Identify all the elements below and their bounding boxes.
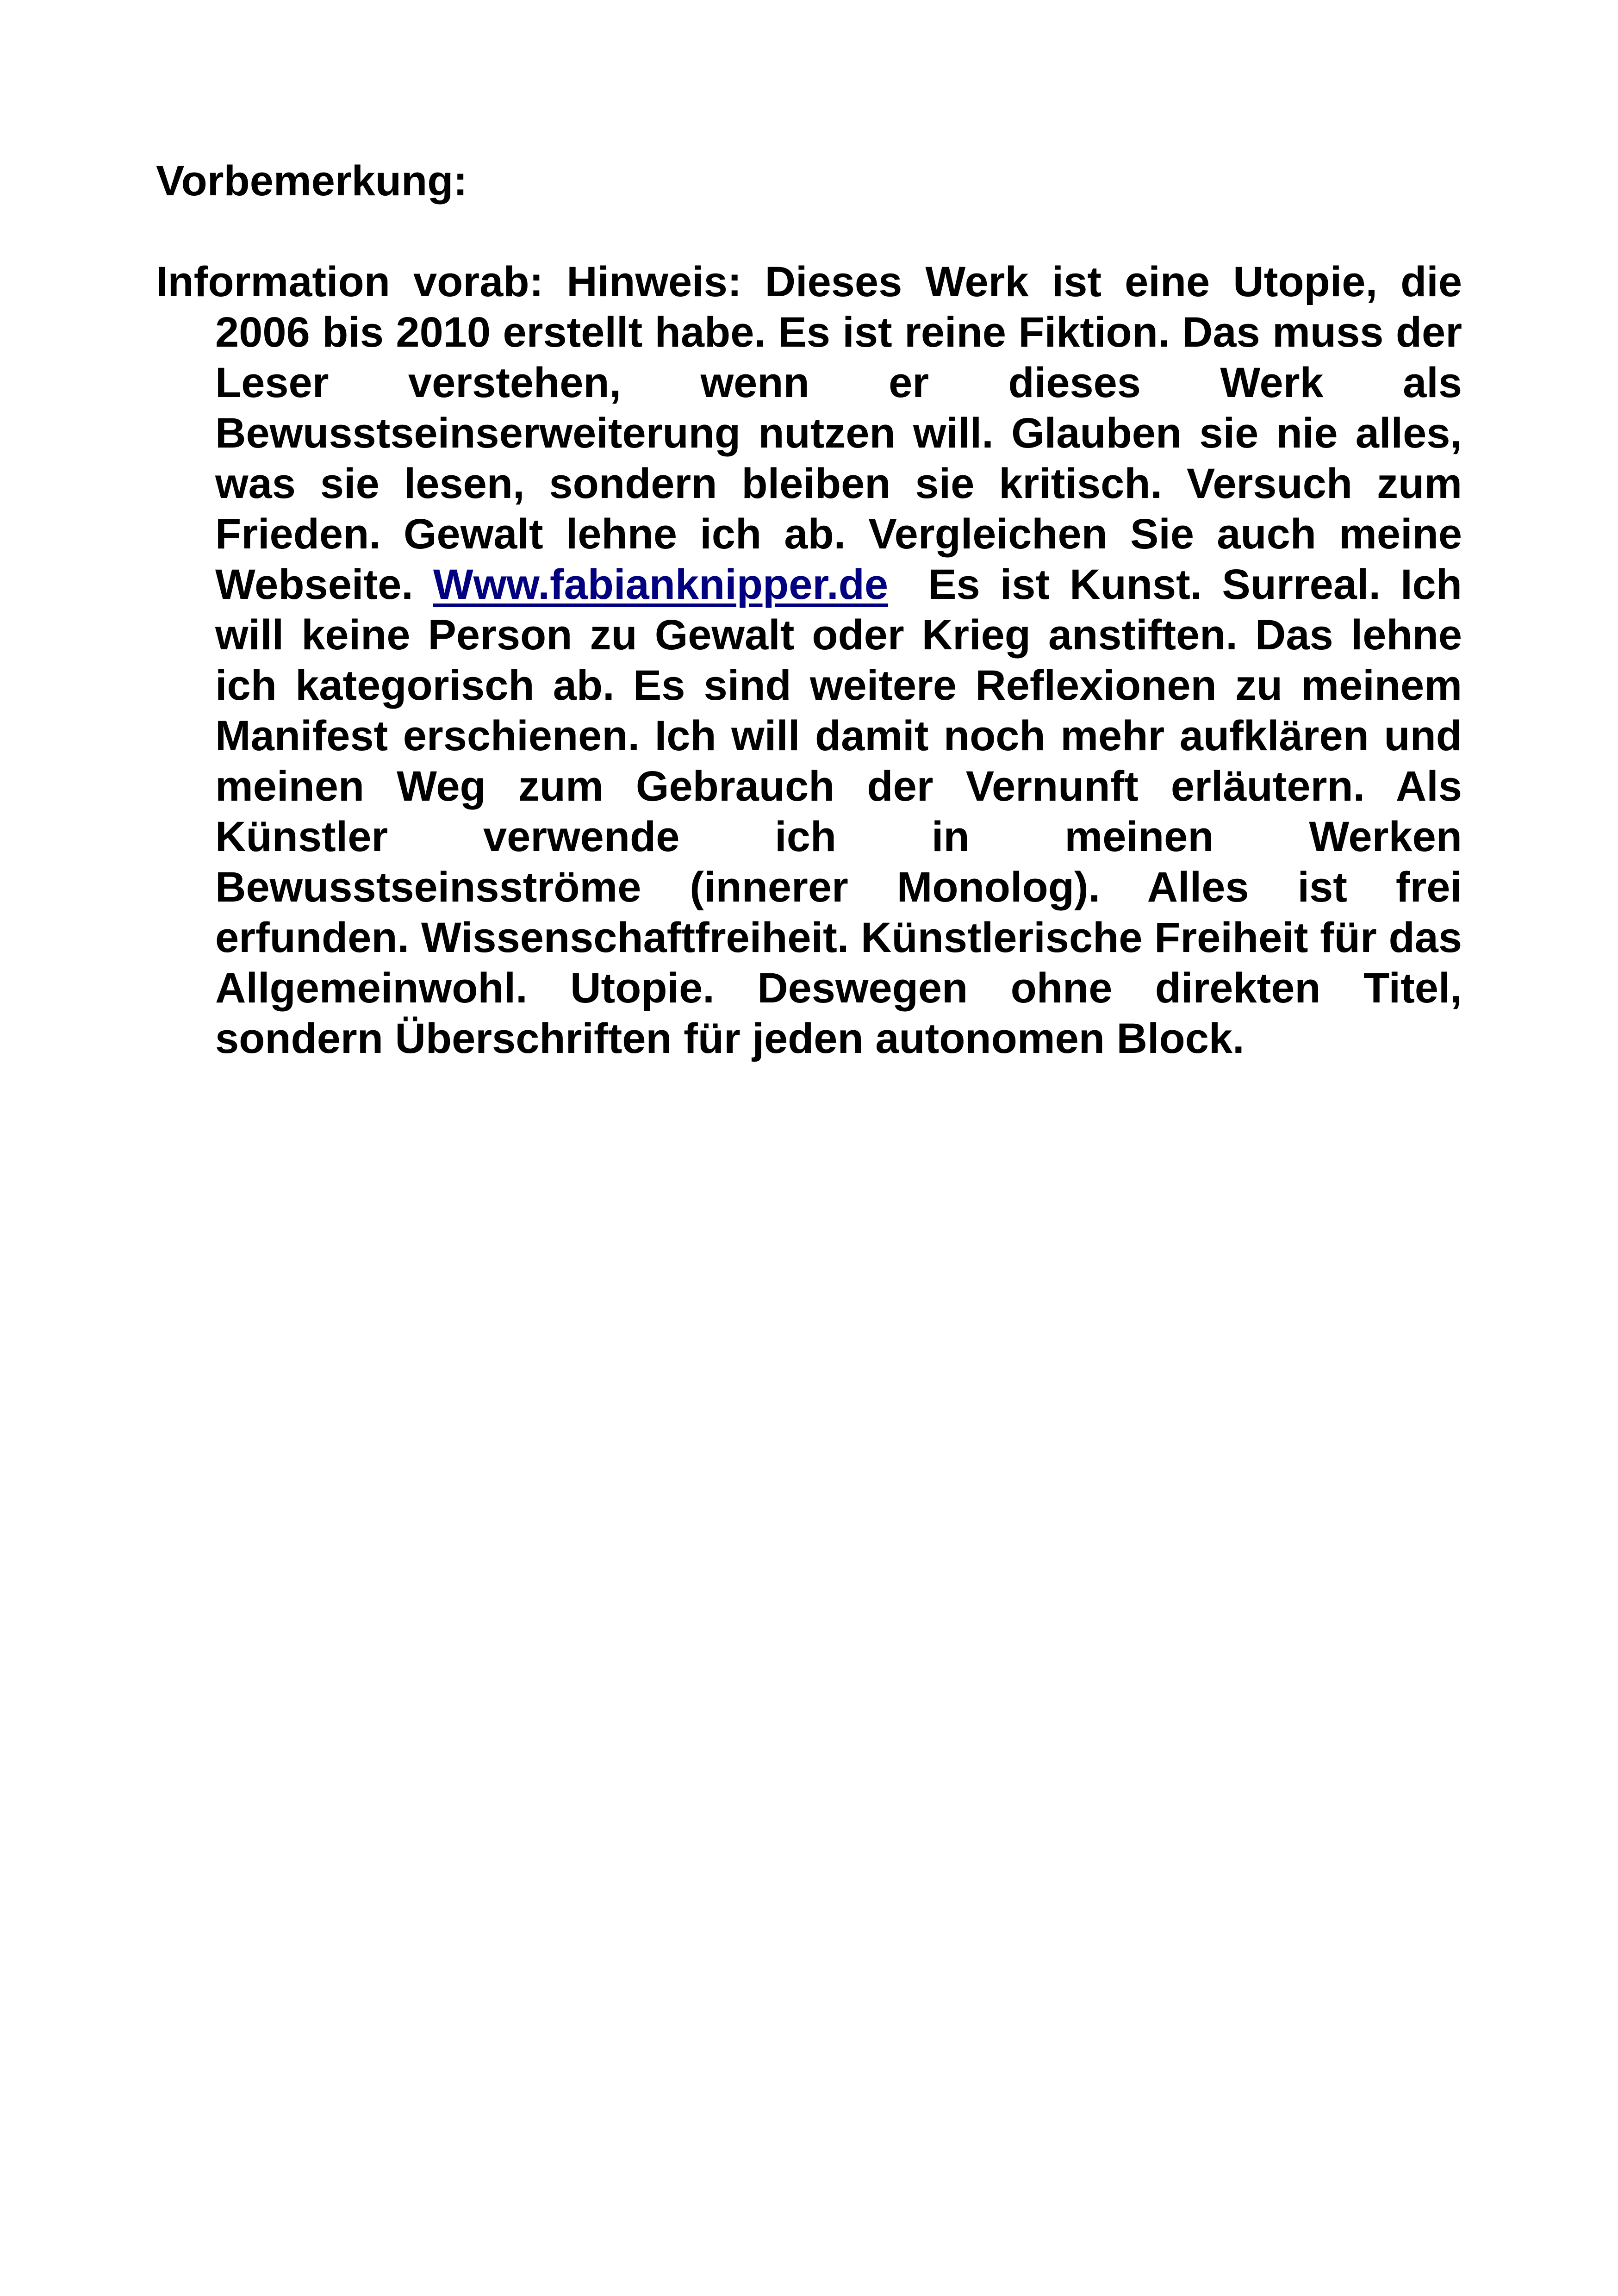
website-link[interactable]: Www.fabianknipper.de — [433, 561, 889, 608]
paragraph-text-before-link: Information vorab: Hinweis: Dieses Werk ist eine Utopie, die 2006 bis 2010 erstellt habe. Es ist reine Fiktion. Das muss der Leser verstehen, wenn er dieses Werk als Bewusstseinserweiterung nutzen will. Glauben sie nie alles, was sie lesen, sondern bleiben sie kritisch. Versuch zum Frieden. Gewalt lehne ich ab. Vergleichen Sie auch meine Webseite. — [156, 258, 1462, 608]
paragraph-text-after-link: Es ist Kunst. Surreal. Ich will keine Person zu Gewalt oder Krieg anstiften. Das lehne ich kategorisch ab. Es sind weitere Reflexionen zu meinem Manifest erschienen. Ich will damit noch mehr aufklären und meinen Weg zum Gebrauch der Vernunft erläutern. Als Künstler verwende ich in meinen Werken Bewusstseinsströme (innerer Monolog). Alles ist frei erfunden. Wissenschaftfreiheit. Künstlerische Freiheit für das Allgemeinwohl. Utopie. Deswegen ohne direkten Titel, sondern Überschriften für jeden autonomen Block. — [215, 561, 1462, 1062]
section-heading: Vorbemerkung: — [156, 157, 468, 205]
body-paragraph — [156, 257, 1462, 1064]
